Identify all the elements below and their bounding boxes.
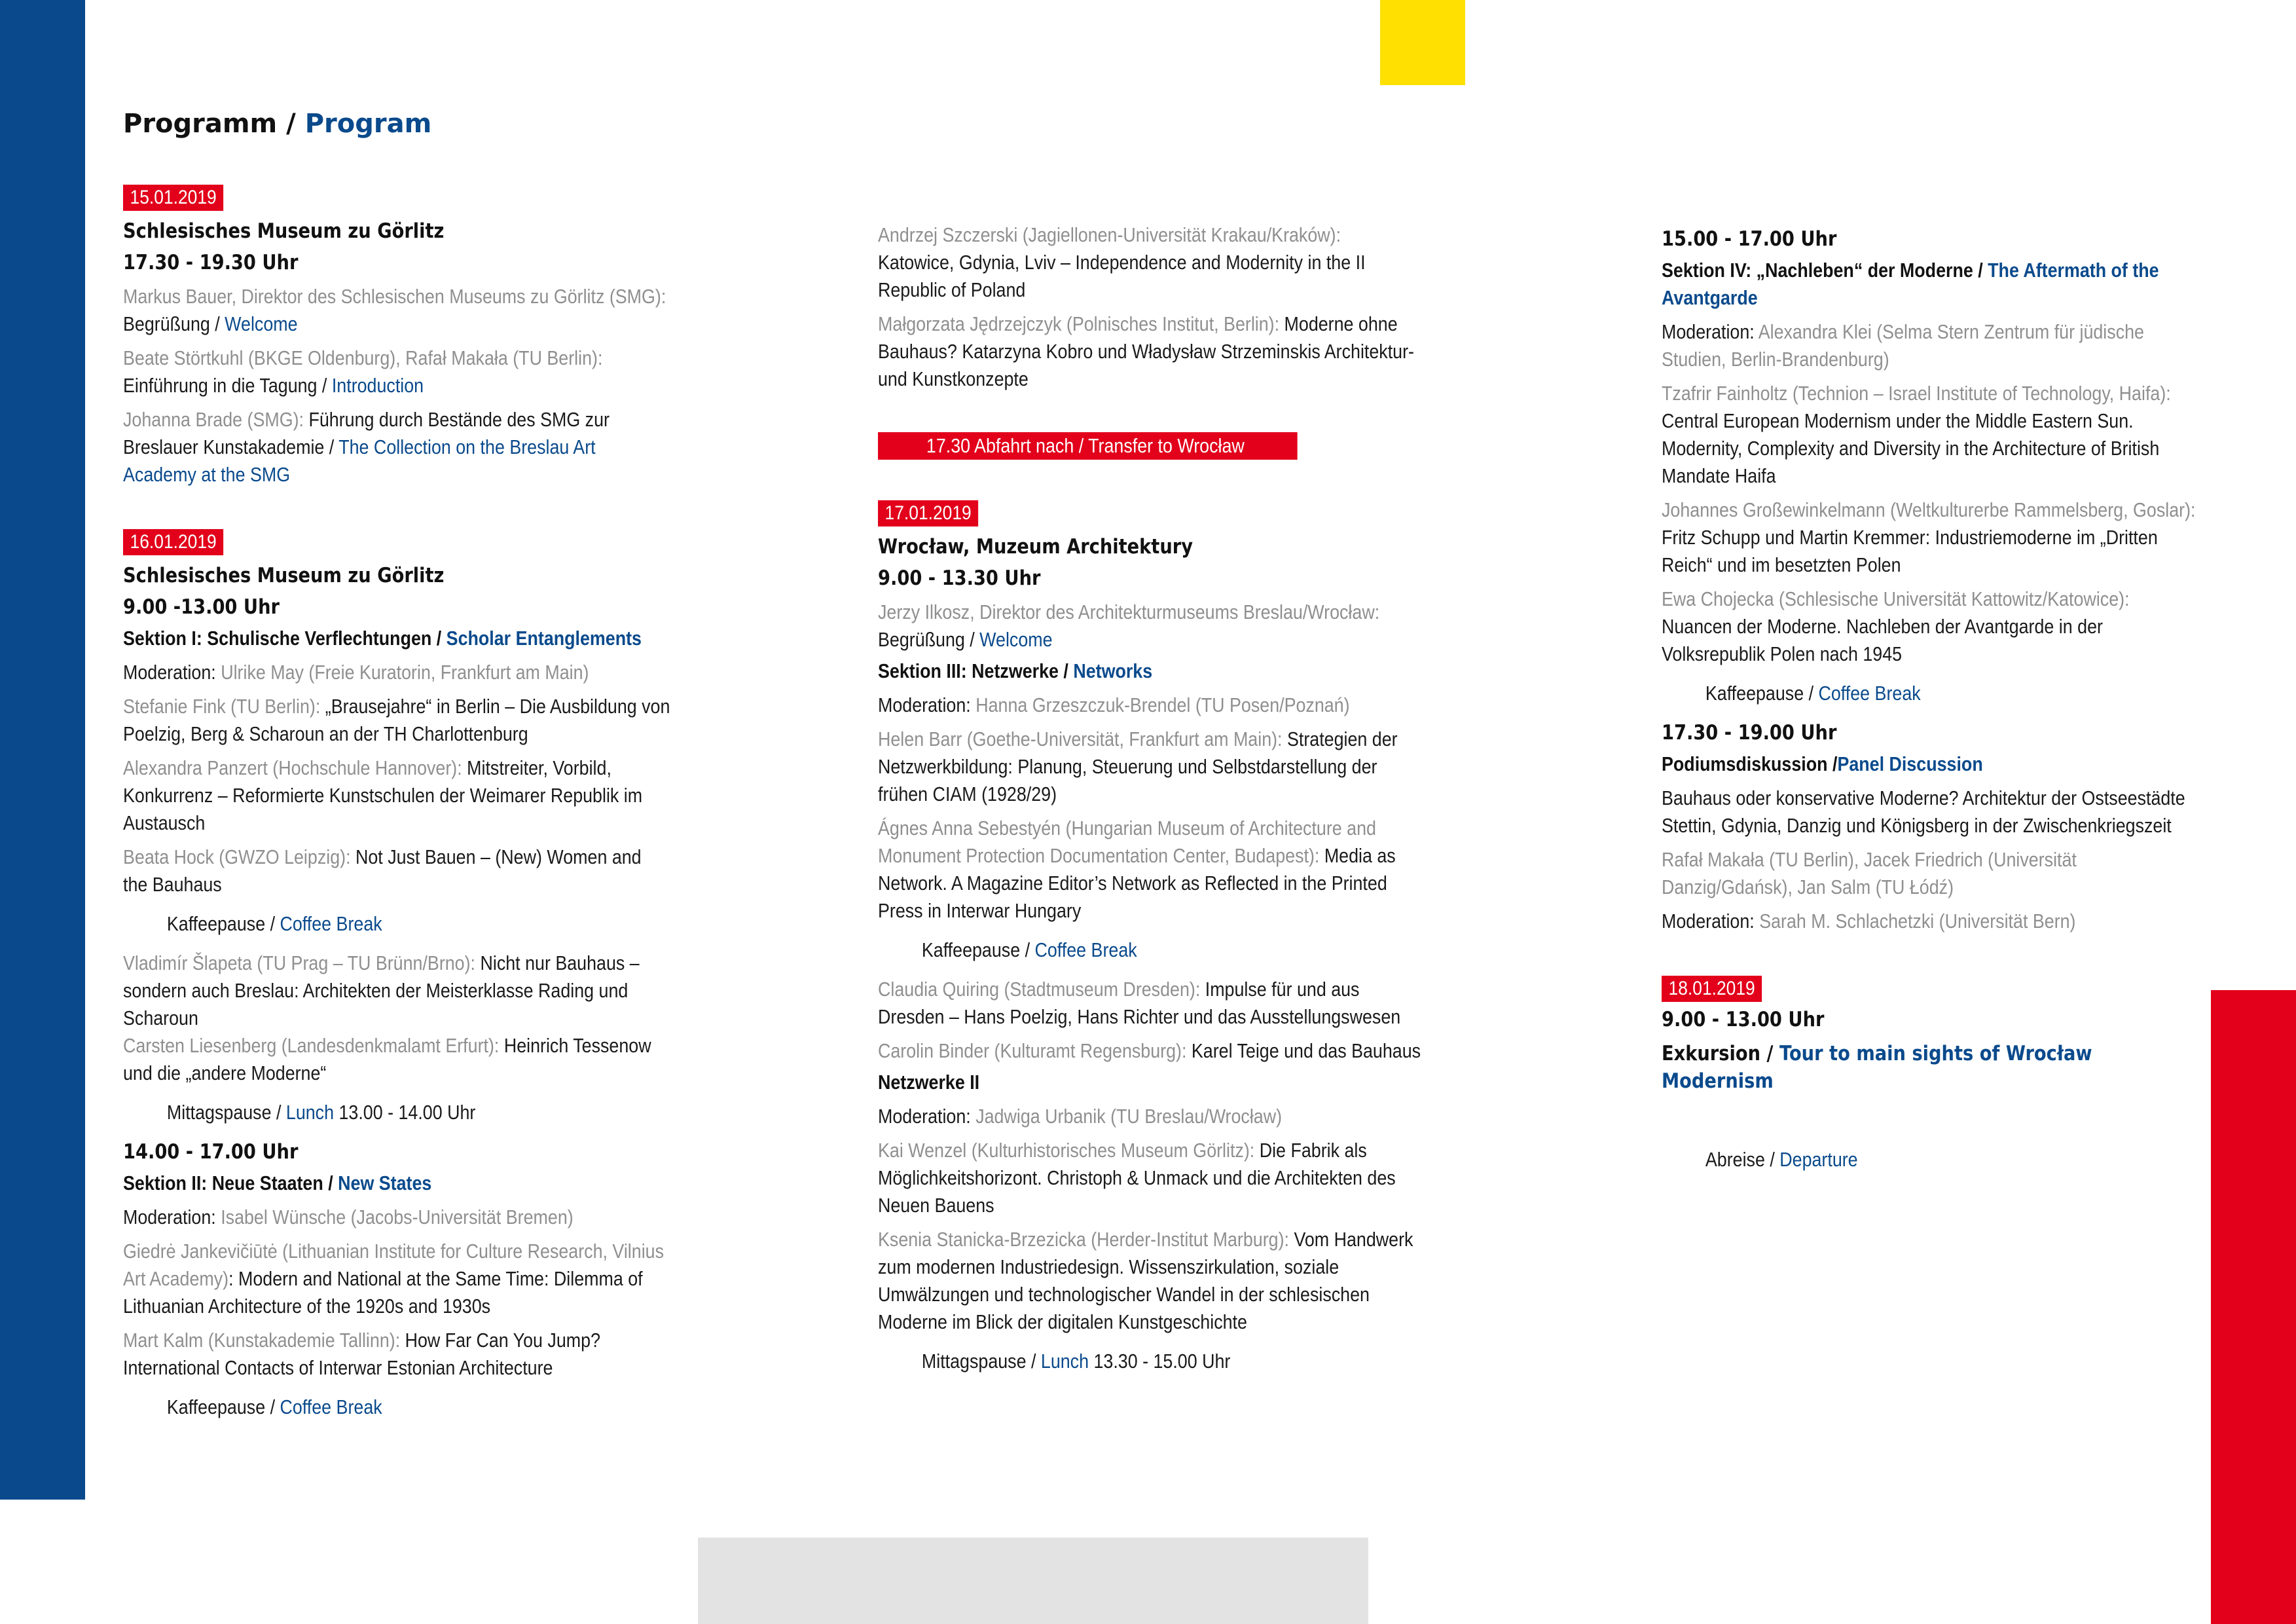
moderation xyxy=(878,692,1425,719)
section-title-en: Networks xyxy=(1073,660,1153,682)
talk-title: Impulse für und aus Dresden – Hans Poelzig, Hans Richter und das Ausstellungswesen xyxy=(878,978,1401,1028)
excursion-heading xyxy=(1662,1040,2209,1095)
speaker: Claudia Quiring (Stadtmuseum Dresden): xyxy=(878,978,1205,1001)
talk-title: Karel Teige und das Bauhaus xyxy=(1191,1040,1421,1062)
talk-title: Mitstreiter, Vorbild, Konkurrenz – Reformierte Kunstschulen der Weimarer Republik im Austausch xyxy=(123,757,643,834)
talk xyxy=(878,976,1425,1031)
section-heading xyxy=(123,1170,670,1197)
talk xyxy=(878,310,1425,393)
talk-title: : Modern and National at the Same Time: Dilemma of Lithuanian Architecture of the 1920s and 1930s xyxy=(123,1268,643,1318)
section-title: Sektion II: Neue Staaten / xyxy=(123,1172,338,1194)
section-heading xyxy=(1662,750,2209,778)
moderator: Sarah M. Schlachetzki (Universität Bern) xyxy=(1759,910,2076,932)
speaker: Mart Kalm (Kunstakademie Tallinn): xyxy=(123,1329,405,1352)
coffee-break xyxy=(878,936,1425,964)
moderation xyxy=(1662,908,2209,935)
moderator: Isabel Wünsche (Jacobs-Universität Bremen) xyxy=(221,1206,574,1228)
break-label-en: Coffee Break xyxy=(1034,939,1137,961)
coffee-break xyxy=(123,910,670,938)
time-slot: 9.00 -13.00 Uhr xyxy=(123,595,280,619)
talk-title: Media as Network. A Magazine Editor’s Network as Reflected in the Printed Press in Interwar Hungary xyxy=(878,845,1396,922)
speaker: Ewa Chojecka (Schlesische Universität Kattowitz/Katowice): xyxy=(1662,588,2130,610)
speaker: Jerzy Ilkosz, Direktor des Architekturmuseums Breslau/Wrocław: xyxy=(878,601,1380,623)
talk-title: Katowice, Gdynia, Lviv – Independence and Modernity in the II Republic of Poland xyxy=(878,251,1366,301)
speaker: Beata Hock (GWZO Leipzig): xyxy=(123,846,355,868)
talk xyxy=(123,344,670,399)
speaker: Alexandra Panzert (Hochschule Hannover): xyxy=(123,757,467,779)
column-1 xyxy=(123,183,670,1433)
break-label: Kaffeepause / xyxy=(1705,682,1819,705)
lunch-time: 13.00 - 14.00 Uhr xyxy=(334,1101,476,1124)
break-label: Kaffeepause / xyxy=(166,913,280,935)
talk xyxy=(123,950,670,1032)
talk-title: Heinrich Tessenow und die „andere Moderne“ xyxy=(123,1035,651,1084)
moderation-label: Moderation: xyxy=(878,1105,976,1128)
talk-title: How Far Can You Jump? International Contacts of Interwar Estonian Architecture xyxy=(123,1329,600,1379)
moderation-label: Moderation: xyxy=(123,1206,221,1228)
date-badge: 15.01.2019 xyxy=(123,185,223,211)
talk-title: Vom Handwerk zum modernen Industriedesign. Wissenszirkulation, soziale Umwälzungen und technologischer Wandel in der schlesischen Moderne im Blick der digitalen Kunstgeschichte xyxy=(878,1228,1413,1333)
page-title-en: Program xyxy=(304,109,432,139)
speaker: Markus Bauer, Direktor des Schlesischen Museums zu Görlitz (SMG): xyxy=(123,286,666,308)
talk xyxy=(878,1037,1425,1065)
talk-title-en: Welcome xyxy=(979,629,1053,651)
excursion-title-en: Tour to main sights of Wrocław Modernism xyxy=(1662,1042,2092,1093)
speaker: Beate Störtkuhl (BKGE Oldenburg), Rafał Makała (TU Berlin): xyxy=(123,347,603,369)
talk xyxy=(1662,496,2209,579)
talk xyxy=(123,693,670,748)
blue-side-bar xyxy=(0,0,85,1500)
red-side-bar xyxy=(2211,990,2296,1624)
talk xyxy=(123,1238,670,1320)
speaker: Tzafrir Fainholtz (Technion – Israel Institute of Technology, Haifa): xyxy=(1662,382,2171,405)
venue: Schlesisches Museum zu Görlitz xyxy=(123,219,445,243)
talk xyxy=(878,599,1425,654)
speaker: Vladimír Šlapeta (TU Prag – TU Brünn/Brno): xyxy=(123,952,481,974)
date-badge: 17.01.2019 xyxy=(878,500,978,526)
talk-title: Die Fabrik als Möglichkeitshorizont. Christoph & Unmack und die Architekten des Neuen Bauens xyxy=(878,1139,1396,1217)
talk xyxy=(123,1327,670,1382)
moderation xyxy=(878,1103,1425,1130)
talk-title: Strategien der Netzwerkbildung: Planung, Steuerung und Selbstdarstellung der frühen CIAM (1928/29) xyxy=(878,728,1398,805)
talk xyxy=(878,815,1425,925)
talk-title: Begrüßung / xyxy=(123,313,225,335)
talk xyxy=(123,406,670,489)
talk-title-en: The Collection on the Breslau Art Academy at the SMG xyxy=(123,436,596,486)
section-title-en: Panel Discussion xyxy=(1837,753,1983,775)
section-title: Sektion I: Schulische Verflechtungen / xyxy=(123,627,446,650)
moderator: Jadwiga Urbanik (TU Breslau/Wrocław) xyxy=(975,1105,1283,1128)
speaker: Kai Wenzel (Kulturhistorisches Museum Görlitz): xyxy=(878,1139,1260,1162)
moderator: Ulrike May (Freie Kuratorin, Frankfurt am Main) xyxy=(221,661,589,684)
talk-title: Nicht nur Bauhaus – sondern auch Breslau: Architekten der Meisterklasse Rading und Scharoun xyxy=(123,952,640,1029)
departure-label: Abreise / xyxy=(1705,1149,1780,1171)
break-label: Kaffeepause / xyxy=(921,939,1035,961)
yellow-square xyxy=(1380,0,1465,85)
excursion-title: Exkursion / xyxy=(1662,1042,1779,1065)
break-label: Kaffeepause / xyxy=(166,1396,280,1418)
talk xyxy=(123,754,670,837)
break-label-en: Coffee Break xyxy=(1818,682,1921,705)
speaker: Johannes Großewinkelmann (Weltkulturerbe Rammelsberg, Goslar): xyxy=(1662,499,2196,521)
moderation xyxy=(1662,318,2209,373)
section-title: Podiumsdiskussion / xyxy=(1662,753,1838,775)
panel-description: Bauhaus oder konservative Moderne? Architektur der Ostseestädte Stettin, Gdynia, Danzig und Königsberg in der Zwischenkriegszeit xyxy=(1662,787,2185,837)
moderation-label: Moderation: xyxy=(1662,910,1760,932)
coffee-break xyxy=(1662,680,2209,707)
moderation xyxy=(123,659,670,686)
time-slot: 14.00 - 17.00 Uhr xyxy=(123,1140,299,1164)
speaker: Giedrė Jankevičiūtė (Lithuanian Institute for Culture Research, Vilnius Art Academy) xyxy=(123,1240,665,1290)
lunch-label-en: Lunch xyxy=(285,1101,335,1124)
section-heading xyxy=(123,625,670,652)
lunch-label: Mittagspause / xyxy=(921,1350,1041,1373)
break-label-en: Coffee Break xyxy=(280,1396,382,1418)
column-2 xyxy=(878,221,1425,1387)
venue: Wrocław, Muzeum Architektury xyxy=(878,535,1194,559)
talk xyxy=(878,221,1425,304)
moderator: Alexandra Klei (Selma Stern Zentrum für jüdische Studien, Berlin-Brandenburg) xyxy=(1662,321,2144,371)
talk-title: Begrüßung / xyxy=(878,629,980,651)
talk-title: Moderne ohne Bauhaus? Katarzyna Kobro und Władysław Strzeminskis Architektur- und Kunstkonzepte xyxy=(878,313,1414,390)
departure xyxy=(1662,1146,2209,1173)
section-title: Sektion III: Netzwerke / xyxy=(878,660,1074,682)
talk xyxy=(1662,585,2209,668)
talk-title: „Brausejahre“ in Berlin – Die Ausbildung von Poelzig, Berg & Scharoun an der TH Charlottenburg xyxy=(123,695,670,745)
speaker: Ágnes Anna Sebestyén (Hungarian Museum of Architecture and Monument Protection Documentation Center, Budapest): xyxy=(878,817,1376,867)
column-3 xyxy=(1662,221,2209,1185)
coffee-break xyxy=(123,1393,670,1421)
section-heading: Netzwerke II xyxy=(878,1071,980,1094)
talk-title: Einführung in die Tagung / xyxy=(123,375,332,397)
speaker: Andrzej Szczerski (Jagiellonen-Universität Krakau/Kraków): xyxy=(878,224,1341,246)
lunch-break xyxy=(123,1099,670,1126)
talk-title-en: Introduction xyxy=(331,375,424,397)
lunch-label: Mittagspause / xyxy=(166,1101,286,1124)
talk-title: Fritz Schupp und Martin Kremmer: Industriemoderne im „Dritten Reich“ und im besetzten Polen xyxy=(1662,526,2158,576)
talk xyxy=(123,843,670,898)
section-title-en: New States xyxy=(338,1172,432,1194)
page-title xyxy=(123,109,431,139)
speaker: Stefanie Fink (TU Berlin): xyxy=(123,695,325,718)
section-title-en: The Aftermath of the Avantgarde xyxy=(1662,259,2159,309)
section-heading xyxy=(1662,257,2209,312)
section-heading xyxy=(878,657,1425,685)
speaker: Carolin Binder (Kulturamt Regensburg): xyxy=(878,1040,1192,1062)
date-badge: 18.01.2019 xyxy=(1662,976,1762,1002)
time-slot: 15.00 - 17.00 Uhr xyxy=(1662,227,1837,251)
speaker: Johanna Brade (SMG): xyxy=(123,409,309,431)
talk xyxy=(878,1137,1425,1219)
talk-title: Nuancen der Moderne. Nachleben der Avantgarde in der Volksrepublik Polen nach 1945 xyxy=(1662,616,2103,665)
time-slot: 9.00 - 13.00 Uhr xyxy=(1662,1008,1825,1031)
page-title-de: Programm / xyxy=(123,109,305,139)
talk xyxy=(123,1032,670,1087)
time-slot: 17.30 - 19.00 Uhr xyxy=(1662,721,1837,745)
date-badge: 16.01.2019 xyxy=(123,529,223,555)
moderation-label: Moderation: xyxy=(123,661,221,684)
speaker: Ksenia Stanicka-Brzezicka (Herder-Institut Marburg): xyxy=(878,1228,1294,1251)
talk-title: Führung durch Bestände des SMG zur Breslauer Kunstakademie / xyxy=(123,409,610,458)
section-title-en: Scholar Entanglements xyxy=(446,627,642,650)
venue: Schlesisches Museum zu Görlitz xyxy=(123,564,445,587)
talk xyxy=(878,1226,1425,1336)
lunch-break xyxy=(878,1348,1425,1375)
talk-title: Not Just Bauen – (New) Women and the Bauhaus xyxy=(123,846,642,896)
moderator: Hanna Grzeszczuk-Brendel (TU Posen/Poznań) xyxy=(975,694,1350,716)
grey-footer-box xyxy=(698,1538,1368,1624)
time-slot: 9.00 - 13.30 Uhr xyxy=(878,566,1041,590)
speaker: Małgorzata Jędrzejczyk (Polnisches Institut, Berlin): xyxy=(878,313,1285,335)
talk-title-en: Welcome xyxy=(225,313,298,335)
lunch-label-en: Lunch xyxy=(1040,1350,1089,1373)
talk xyxy=(878,726,1425,808)
talk xyxy=(1662,380,2209,490)
moderation-label: Moderation: xyxy=(1662,321,1758,343)
time-slot: 17.30 - 19.30 Uhr xyxy=(123,251,299,274)
break-label-en: Coffee Break xyxy=(280,913,382,935)
speaker: Carsten Liesenberg (Landesdenkmalamt Erfurt): xyxy=(123,1035,504,1057)
moderation-label: Moderation: xyxy=(878,694,976,716)
speaker: Helen Barr (Goethe-Universität, Frankfurt am Main): xyxy=(878,728,1287,750)
panel-speakers: Rafał Makała (TU Berlin), Jacek Friedrich (Universität Danzig/Gdańsk), Jan Salm (TU Łódź) xyxy=(1662,849,2077,898)
departure-label-en: Departure xyxy=(1779,1149,1858,1171)
lunch-time: 13.30 - 15.00 Uhr xyxy=(1089,1350,1231,1373)
transfer-banner: 17.30 Abfahrt nach / Transfer to Wrocław xyxy=(878,432,1298,460)
talk xyxy=(123,283,670,338)
section-title: Sektion IV: „Nachleben“ der Moderne / xyxy=(1662,259,1988,282)
moderation xyxy=(123,1204,670,1231)
talk-title: Central European Modernism under the Middle Eastern Sun. Modernity, Complexity and Diversity in the Architecture of British Mandate Haifa xyxy=(1662,410,2160,487)
